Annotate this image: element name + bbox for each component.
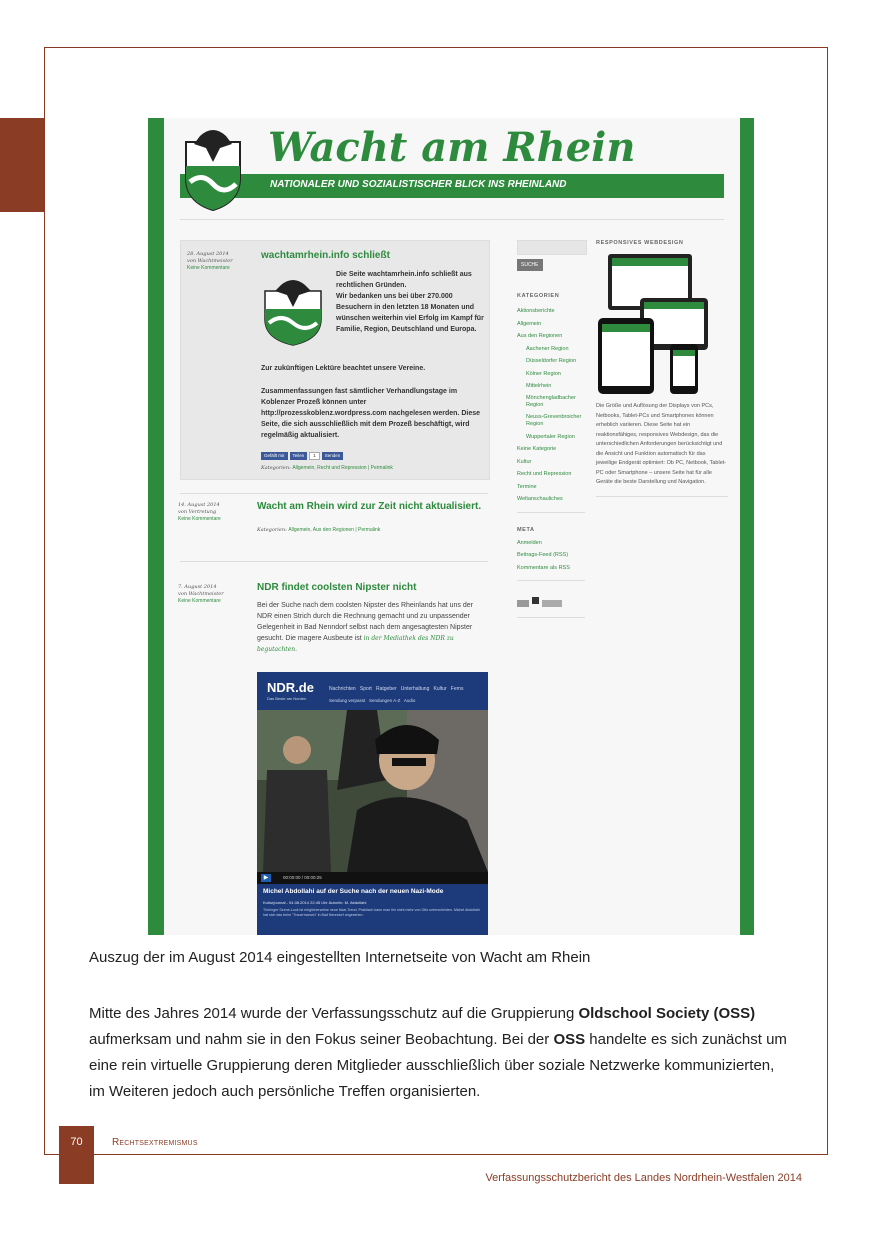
mediathek-link[interactable]: in der Mediathek des NDR zu begutachten. (257, 635, 454, 653)
search-input[interactable] (517, 240, 587, 255)
post-date: 14. August 2014 (178, 502, 220, 508)
post-text-1: Bei der Suche nach dem coolsten Nipster des Rheinlands hat uns der NDR einen Strich durch die Rechnung gemacht und zu unpassender Gelegenheit in Bad Nenndorf selbst nach dem angesagtesten Nipster gesucht. Die magere Ausbeute ist (257, 602, 473, 642)
category-link[interactable]: Aachener Region (526, 345, 569, 352)
share-buttons (261, 447, 345, 465)
devices-image-icon (596, 252, 708, 398)
category-link[interactable]: Aus den Regionen (517, 333, 563, 339)
video-controls (257, 872, 488, 884)
responsive-text: Die Größe und Auflösung der Displays von PCs, Netbooks, Tablet-PCs und Smartphones können erheblich variieren. Diese Seite hat ein reaktionsfähiges, responsives Webdesign, das die unterschiedlichen Anforderungen berücksichtigt und die Ansicht und Funktion automatisch für das jeweilige Endgerät optimiert: Ob PC, Netbook, Tablet-PC oder Smartphone – unsere Seite hat für alle Geräte die beste Darstellung und Navigation. (596, 403, 727, 485)
sidebar (517, 240, 587, 618)
section-label: Rechtsextremismus (112, 1137, 198, 1148)
sidebar-divider (517, 512, 585, 513)
meta-link[interactable]: Beitrags-Feed (RSS) (517, 552, 569, 558)
ndr-nav-item[interactable]: Ratgeber (375, 686, 397, 692)
frame-bottom-rule (44, 1154, 828, 1155)
category-link[interactable]: Recht und Repression (517, 471, 572, 477)
green-border-right (740, 118, 754, 935)
category-link[interactable]: Weltanschauliches (517, 496, 563, 502)
share-count: 1 (309, 452, 320, 460)
badge-icons (517, 597, 567, 609)
search-button[interactable]: SUCHE (517, 259, 543, 271)
like-button[interactable]: Gefällt mir (261, 452, 288, 460)
ndr-nav-item[interactable]: Unterhaltung (400, 686, 430, 692)
share-button[interactable]: Teilen (290, 452, 308, 460)
category-link[interactable]: Mittelrhein (526, 383, 552, 389)
video-subline: Kulturjournal - 04.08.2014 22:45 Uhr Autor/in: M. Abdollahi (263, 900, 367, 905)
post-text-3: Zur zukünftigen Lektüre beachtet unsere Vereine. (261, 365, 426, 372)
website-body (164, 118, 740, 935)
widget-divider (596, 496, 728, 497)
page-number-box (59, 1126, 94, 1184)
post-comments-link[interactable]: Keine Kommentare (178, 516, 221, 522)
post-text-2: Wir bedanken uns bei über 270.000 Besuchern in den letzten 18 Monaten und wünschen weiterhin viel Erfolg im Kampf für Familie, Region, Deutschland und Europa. (336, 293, 484, 333)
ndr-nav-item[interactable]: Sport (359, 686, 372, 692)
paragraph-text: aufmerksam und nahm sie in den Fokus seiner Beobachtung. Bei der (89, 1031, 554, 1048)
post-date: 7. August 2014 (178, 584, 217, 590)
category-link[interactable]: Aktionsberichte (517, 308, 555, 314)
categories-links[interactable]: Allgemein, Aus den Regionen | Permalink (288, 527, 381, 533)
post-meta (187, 251, 257, 272)
footer-text: Verfassungsschutzbericht des Landes Nordrhein-Westfalen 2014 (485, 1172, 802, 1184)
ndr-nav-item[interactable]: Nachrichten (329, 686, 356, 692)
frame-left-rule (44, 47, 45, 1155)
post-title[interactable]: wachtamrhein.info schließt (261, 250, 390, 261)
post-categories (261, 465, 393, 471)
meta-link[interactable]: Anmelden (517, 539, 542, 546)
send-button[interactable]: Senden (322, 452, 344, 460)
categories-label: Kategorien: (261, 465, 291, 471)
responsive-widget (596, 240, 728, 497)
post-meta (178, 502, 248, 523)
body-paragraph (89, 1001, 789, 1105)
paragraph-text: handelte es sich zunächst um eine rein virtuelle Gruppierung deren Mitglieder ausschließlich über soziale Netzwerke kommunizierten, im Weiteren jedoch auch persönliche Treffen organisierten. (89, 1031, 787, 1100)
post-title[interactable]: NDR findet coolsten Nipster nicht (257, 582, 417, 593)
ndr-subnav (329, 698, 415, 703)
frame-top-rule (44, 47, 828, 48)
category-link[interactable]: Kultur (517, 458, 532, 465)
page-number: 70 (70, 1136, 83, 1148)
category-list (517, 305, 587, 506)
tagline-banner (180, 174, 724, 198)
paragraph-text: Mitte des Jahres 2014 wurde der Verfassungsschutz auf die Gruppierung (89, 1005, 579, 1022)
chapter-tab (0, 118, 44, 212)
categories-heading: KATEGORIEN (517, 293, 560, 299)
post-card (180, 240, 490, 480)
category-link[interactable]: Düsseldorfer Region (526, 358, 577, 364)
video-time: 00:00:00 / 00:00:25 (283, 875, 322, 880)
meta-link[interactable]: Kommentare als RSS (517, 564, 570, 571)
crest-logo-icon (180, 126, 246, 212)
post-categories (257, 527, 380, 533)
ndr-logo-sub: Das Beste am Norden (267, 696, 307, 701)
video-description: Thüringer Szene-Look ist möglicherweise neue Nazi-Trend. Praktisch kann man ihn nicht mehr von Otto unterscheiden. Michel Abdollahi hat sich das beim "Trauermarsch" in Bad Nenndorf angesehen. (263, 908, 480, 917)
post-meta (178, 584, 248, 605)
post-date: 28. August 2014 (187, 251, 229, 257)
video-headline[interactable]: Michel Abdollahi auf der Suche nach der neuen Nazi-Mode (263, 888, 444, 895)
paragraph-bold: Oldschool Society (OSS) (578, 1005, 756, 1022)
paragraph-bold: OSS (553, 1031, 586, 1048)
category-link[interactable]: Termine (517, 483, 537, 490)
post-title[interactable]: Wacht am Rhein wird zur Zeit nicht aktualisiert. (257, 501, 482, 512)
sidebar-divider (517, 580, 585, 581)
post-comments-link[interactable]: Keine Kommentare (187, 265, 230, 271)
website-screenshot (148, 118, 754, 935)
categories-label: Kategorien: (257, 527, 287, 533)
ndr-nav-item[interactable]: Ferns (450, 686, 464, 692)
ndr-subnav-item[interactable]: Audio (403, 698, 416, 703)
post-comments-link[interactable]: Keine Kommentare (178, 598, 221, 604)
post-text (257, 600, 483, 655)
video-frame-photo (257, 710, 488, 872)
categories-links[interactable]: Allgemein, Recht und Repression | Permalink (292, 465, 393, 471)
site-title[interactable]: Wacht am Rhein (268, 124, 636, 171)
post-author: von Vertretung (178, 509, 217, 515)
ndr-header (257, 672, 488, 710)
category-link[interactable]: Allgemein (517, 320, 542, 327)
ndr-nav-item[interactable]: Kultur (433, 686, 447, 692)
frame-right-rule (827, 47, 828, 1155)
post-divider (180, 493, 488, 494)
ndr-nav (329, 686, 464, 692)
sidebar-divider (517, 617, 585, 618)
meta-list (517, 537, 587, 575)
responsive-heading: RESPONSIVES WEBDESIGN (596, 240, 684, 246)
post-divider (180, 561, 488, 562)
ndr-subnav-item[interactable]: Sendung verpasst (329, 698, 366, 703)
ndr-video-embed[interactable] (257, 672, 488, 935)
post-text-1: Die Seite wachtamrhein.info schließt aus rechtlichen Gründen. (336, 271, 472, 289)
header-divider (180, 219, 724, 220)
figure-caption: Auszug der im August 2014 eingestellten Internetseite von Wacht am Rhein (89, 949, 591, 966)
category-link[interactable]: Mönchengladbacher Region (526, 394, 576, 408)
category-link[interactable]: Wuppertaler Region (526, 433, 575, 440)
green-border-left (148, 118, 164, 935)
ndr-subnav-item[interactable]: Sendungen A-Z (369, 698, 401, 703)
site-tagline: NATIONALER UND SOZIALISTISCHER BLICK INS RHEINLAND (270, 179, 567, 190)
crest-image-icon (261, 277, 325, 347)
play-icon[interactable]: ▶ (261, 874, 271, 882)
post-text-4: Zusammenfassungen fast sämtlicher Verhandlungstage im Koblenzer Prozeß können unter http://prozesskoblenz.wordpress.com nachgelesen werden. Diese Seite, die sich ausschließlich mit dem Prozeß beschäftigt, wird regelmäßig aktualisiert. (261, 388, 481, 439)
post-author: von Wachtmeister (178, 591, 224, 597)
meta-heading: META (517, 526, 535, 533)
category-link[interactable]: Keine Kategorie (517, 446, 557, 452)
ndr-logo[interactable]: NDR.de (267, 680, 314, 695)
category-link[interactable]: Kölner Region (526, 370, 561, 377)
post-author: von Wachtmeister (187, 258, 233, 264)
category-link[interactable]: Neuss-Grevenbroicher Region (526, 413, 582, 427)
